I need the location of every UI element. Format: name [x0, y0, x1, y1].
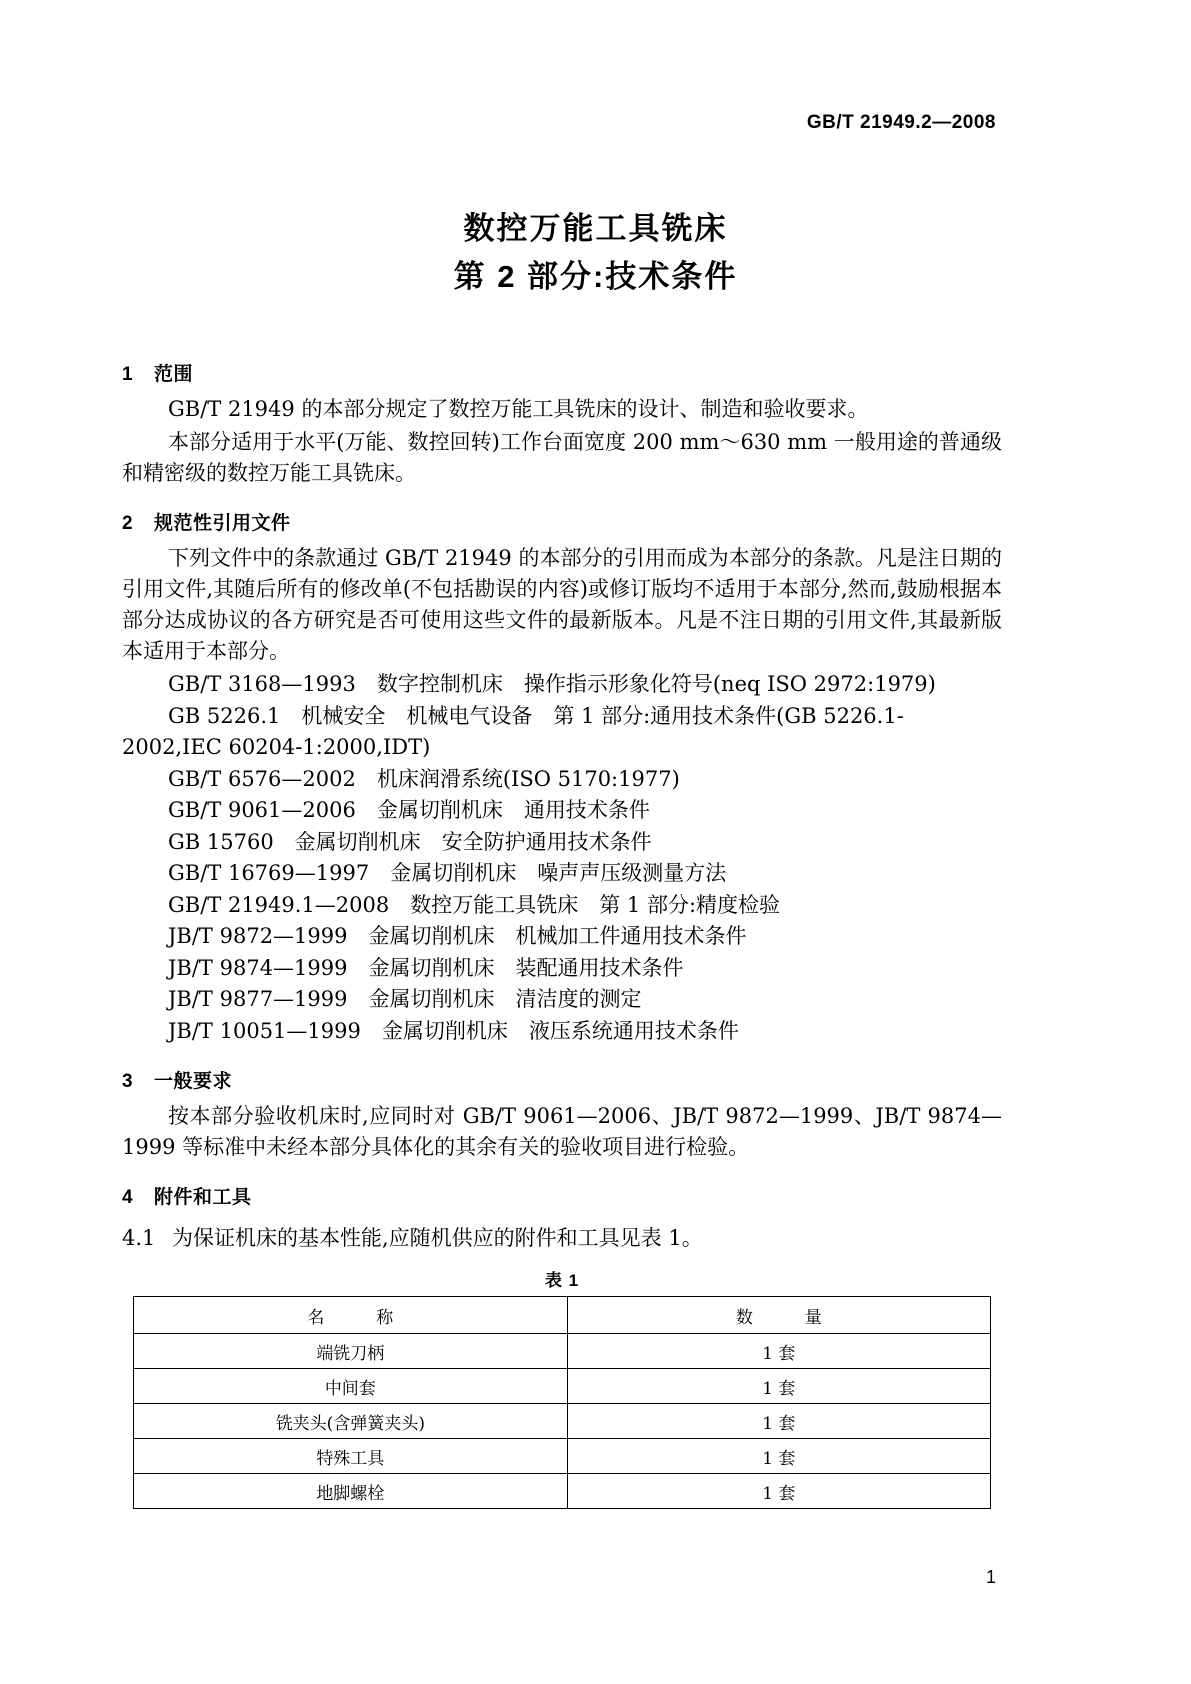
- table-cell-quantity: 1 套: [567, 1369, 990, 1404]
- table-cell-quantity: 1 套: [567, 1404, 990, 1439]
- section-title-2: 规范性引用文件: [154, 513, 291, 534]
- reference-item: JB/T 9874—1999 金属切削机床 装配通用技术条件: [168, 955, 684, 980]
- section-2-paragraph-1: 下列文件中的条款通过 GB/T 21949 的本部分的引用而成为本部分的条款。凡是注日期的引用文件,其随后所有的修改单(不包括勘误的内容)或修订版均不适用于本部分,然而,鼓励根据本部分达成协议的各方研究是否可使用这些文件的最新版本。凡是不注日期的引用文件,其最新版本适用于本部分。: [122, 546, 1002, 663]
- section-heading-4: [122, 1182, 1002, 1209]
- reference-item: GB 5226.1 机械安全 机械电气设备 第 1 部分:通用技术条件(GB 5226.1-2002,IEC 60204-1:2000,IDT): [122, 703, 904, 759]
- table-row: [134, 1439, 991, 1474]
- table-cell-name: 铣夹头(含弹簧夹头): [134, 1404, 568, 1439]
- section-number-4: 4: [122, 1187, 134, 1208]
- table-row: [134, 1404, 991, 1439]
- standard-number: GB/T 21949.2—2008: [806, 112, 996, 133]
- reference-item: JB/T 9877—1999 金属切削机床 清洁度的测定: [168, 987, 642, 1011]
- reference-item: GB/T 16769—1997 金属切削机床 噪声声压级测量方法: [168, 861, 727, 885]
- reference-item: GB/T 21949.1—2008 数控万能工具铣床 第 1 部分:精度检验: [168, 892, 781, 917]
- table-row: [134, 1334, 991, 1369]
- section-heading-2: [122, 508, 1002, 535]
- document-title: [0, 205, 1191, 301]
- title-line-2: 第 2 部分:技术条件: [453, 259, 738, 294]
- table-cell-name: 中间套: [134, 1369, 568, 1404]
- section-number-2: 2: [122, 513, 134, 534]
- accessories-table: [133, 1296, 991, 1509]
- document-body: [122, 340, 1002, 1509]
- reference-item: GB/T 6576—2002 机床润滑系统(ISO 5170:1977): [168, 766, 680, 791]
- section-title-3: 一般要求: [154, 1071, 233, 1092]
- reference-item: GB 15760 金属切削机床 安全防护通用技术条件: [168, 829, 652, 854]
- table-cell-name: 地脚螺栓: [134, 1474, 568, 1509]
- page-footer: [0, 1567, 1191, 1588]
- section-title-4: 附件和工具: [154, 1187, 252, 1208]
- clause-4-1: [122, 1223, 1002, 1254]
- section-number-3: 3: [122, 1071, 134, 1092]
- table-column-header-quantity: 数 量: [567, 1297, 990, 1334]
- section-title-1: 范围: [154, 364, 194, 385]
- section-1-paragraph-1: GB/T 21949 的本部分规定了数控万能工具铣床的设计、制造和验收要求。: [168, 397, 869, 421]
- table-row: [134, 1474, 991, 1509]
- section-number-1: 1: [122, 364, 134, 385]
- table-cell-quantity: 1 套: [567, 1334, 990, 1369]
- reference-item: GB/T 9061—2006 金属切削机床 通用技术条件: [168, 798, 650, 822]
- page-header: [0, 112, 1191, 134]
- reference-item: GB/T 3168—1993 数字控制机床 操作指示形象化符号(neq ISO 2972:1979): [168, 672, 936, 696]
- table-cell-quantity: 1 套: [567, 1439, 990, 1474]
- table-cell-name: 端铣刀柄: [134, 1334, 568, 1369]
- reference-item: JB/T 9872—1999 金属切削机床 机械加工件通用技术条件: [168, 924, 747, 948]
- section-3-paragraph-1: 按本部分验收机床时,应同时对 GB/T 9061—2006、JB/T 9872—1999、JB/T 9874—1999 等标准中未经本部分具体化的其余有关的验收项目进行检验。: [122, 1104, 1002, 1159]
- section-1-paragraph-2: 本部分适用于水平(万能、数控回转)工作台面宽度 200 mm～630 mm 一般用途的普通级和精密级的数控万能工具铣床。: [122, 430, 1002, 485]
- table-cell-quantity: 1 套: [567, 1474, 990, 1509]
- section-heading-3: [122, 1066, 1002, 1093]
- table-caption: 表 1: [544, 1271, 580, 1290]
- table-header-row: [134, 1297, 991, 1334]
- table-row: [134, 1369, 991, 1404]
- section-heading-1: [122, 359, 1002, 386]
- page-number: 1: [985, 1567, 996, 1587]
- table-cell-name: 特殊工具: [134, 1439, 568, 1474]
- clause-text-4-1: 为保证机床的基本性能,应随机供应的附件和工具见表 1。: [172, 1226, 703, 1250]
- table-column-header-name: 名 称: [134, 1297, 568, 1334]
- clause-number-4-1: 4.1: [122, 1226, 156, 1250]
- title-line-1: 数控万能工具铣床: [463, 211, 728, 246]
- reference-item: JB/T 10051—1999 金属切削机床 液压系统通用技术条件: [168, 1018, 739, 1043]
